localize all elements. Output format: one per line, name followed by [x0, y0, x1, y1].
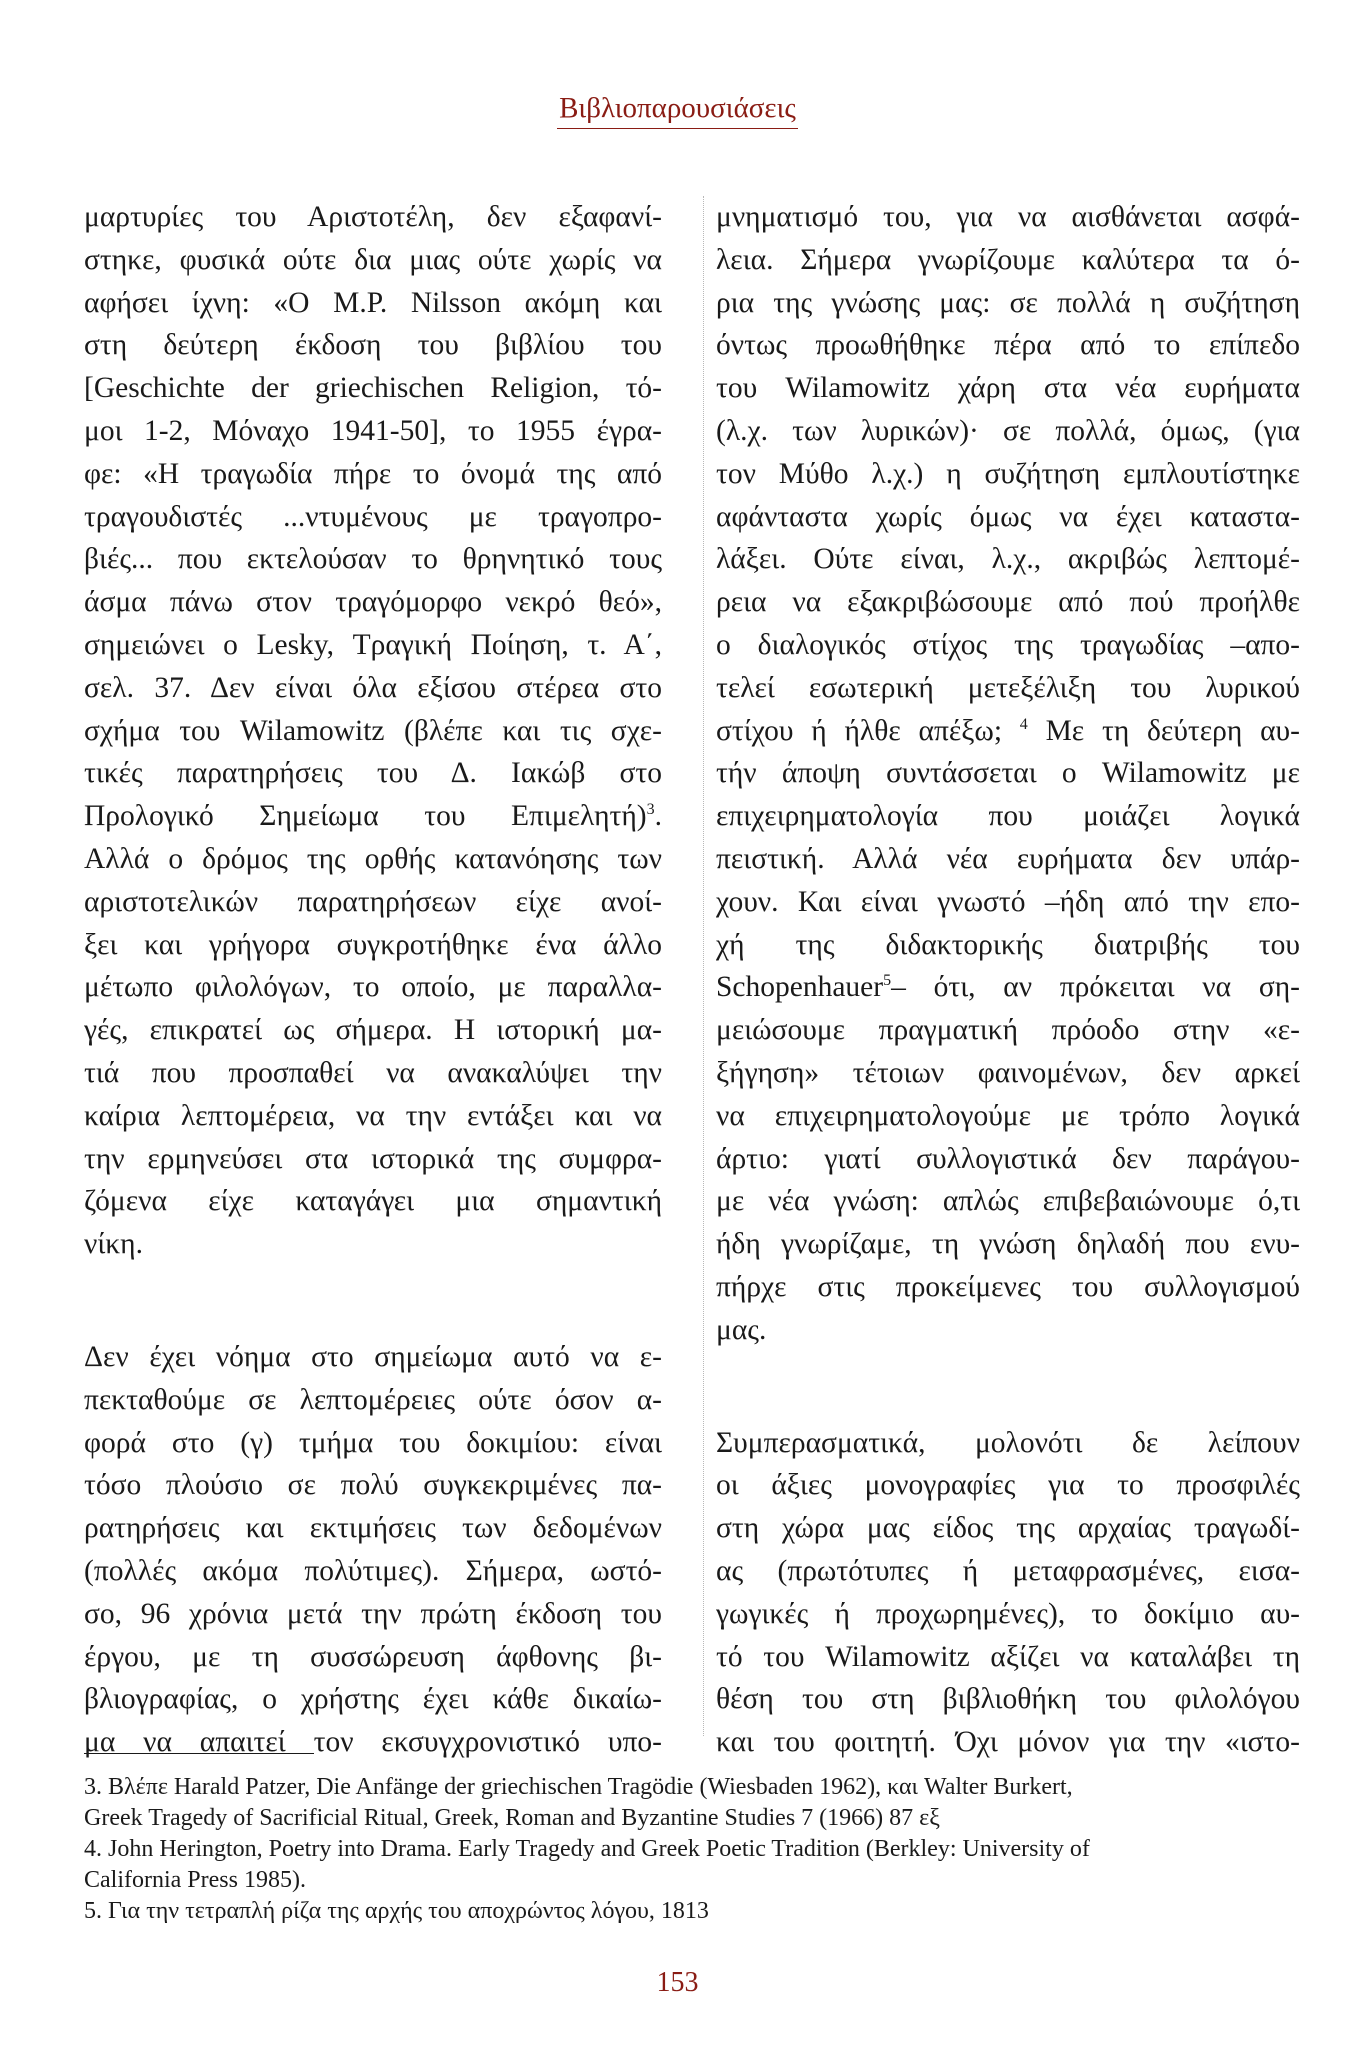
text-line-with-footnote — [716, 710, 1300, 753]
text-line: σημειώνει ο Lesky, Τραγική Ποίηση, τ. Α΄, — [84, 628, 662, 661]
footnote-ref-4[interactable]: 4 — [1019, 715, 1028, 733]
text-line: επιχειρηματολογία που μοιάζει λογικά — [716, 800, 1300, 833]
text-line: πεκταθούμε σε λεπτομέρειες ούτε όσον α- — [84, 1383, 662, 1416]
text-line: μαρτυρίες του Αριστοτέλη, δεν εξαφανί- — [84, 201, 662, 233]
text-line: με νέα γνώση: απλώς επιβεβαιώνουμε ό,τι — [716, 1185, 1300, 1218]
column-divider — [703, 196, 704, 1736]
text-line: οι άξιες μονογραφίες για το προσφιλές — [716, 1469, 1300, 1502]
footnote-3-continuation: Greek Tragedy of Sacrificial Ritual, Greek, Roman and Byzantine Studies 7 (1966) 87 εξ — [84, 1805, 940, 1831]
text-line: ξήγηση» τέτοιων φαινομένων, δεν αρκεί — [716, 1056, 1300, 1089]
text-line: μέτωπο φιλολόγων, το οποίο, με παραλλα- — [84, 971, 662, 1004]
running-title: Βιβλιοπαρουσιάσεις — [557, 92, 798, 129]
text-line: γές, επικρατεί ως σήμερα. Η ιστορική μα- — [84, 1014, 662, 1047]
footnote-5: 5. Για την τετραπλή ρίζα της αρχής του αποχρώντος λόγου, 1813 — [84, 1898, 709, 1924]
text-line: αριστοτελικών παρατηρήσεων είχε ανοί- — [84, 885, 662, 918]
text-line: ζόμενα είχε καταγάγει μια σημαντική — [84, 1185, 662, 1218]
footnote-4-continuation: California Press 1985). — [84, 1867, 306, 1893]
text-fragment: Με τη δεύτερη αυ- — [1045, 714, 1300, 747]
text-line: νίκη. — [84, 1228, 143, 1261]
paragraph-gap — [716, 1352, 1300, 1422]
text-line: Δεν έχει νόημα στο σημείωμα αυτό να ε- — [84, 1340, 662, 1373]
text-line: στη χώρα μας είδος της αρχαίας τραγωδί- — [716, 1512, 1300, 1545]
text-line: σχήμα του Wilamowitz (βλέπε και τις σχε- — [84, 714, 662, 747]
text-line: σελ. 37. Δεν είναι όλα εξίσου στέρεα στο — [84, 671, 662, 704]
text-line: φορά στο (γ) τμήμα του δοκιμίου: είναι — [84, 1426, 662, 1459]
text-line: στη δεύτερη έκδοση του βιβλίου του — [84, 329, 662, 362]
text-fragment: Προλογικό Σημείωμα του Επιμελητή) — [84, 800, 647, 833]
text-line: άρτιο: γιατί συλλογιστικά δεν παράγου- — [716, 1142, 1300, 1175]
text-line: τόσο πλούσιο σε πολύ συγκεκριμένες πα- — [84, 1469, 662, 1502]
text-line: όντως προωθήθηκε πέρα από το επίπεδο — [716, 329, 1300, 362]
text-line: άσμα πάνω στον τραγόμορφο νεκρό θεό», — [84, 586, 662, 619]
text-line: χουν. Και είναι γνωστό –ήδη από την επο- — [716, 885, 1300, 918]
text-fragment: στίχου ή ήλθε απέξω; — [716, 714, 1003, 747]
text-line: Αλλά ο δρόμος της ορθής κατανόησης των — [84, 842, 662, 875]
text-line: ρατηρήσεις και εκτιμήσεις των δεδομένων — [84, 1512, 662, 1545]
text-line: βιές... που εκτελούσαν το θρηνητικό τους — [84, 543, 662, 576]
text-line: Συμπερασματικά, μολονότι δε λείπουν — [716, 1426, 1300, 1459]
text-line: ρια της γνώσης μας: σε πολλά η συζήτηση — [716, 286, 1300, 319]
right-column — [716, 196, 1300, 1764]
text-line: πειστική. Αλλά νέα ευρήματα δεν υπάρ- — [716, 842, 1300, 875]
text-line: να επιχειρηματολογούμε με τρόπο λογικά — [716, 1099, 1300, 1132]
text-line: τήν άποψη συντάσσεται ο Wilamowitz με — [716, 757, 1300, 790]
text-line-with-footnote — [716, 966, 1300, 1009]
text-line: μας. — [716, 1313, 767, 1346]
text-line: λεια. Σήμερα γνωρίζουμε καλύτερα τα ό- — [716, 243, 1300, 276]
text-line: χή της διδακτορικής διατριβής του — [716, 928, 1300, 961]
text-line: βλιογραφίας, ο χρήστης έχει κάθε δικαίω- — [84, 1683, 662, 1716]
text-line: αφήσει ίχνη: «Ο M.P. Nilsson ακόμη και — [84, 286, 662, 319]
paragraph-gap — [84, 1266, 662, 1336]
text-line: του Wilamowitz χάρη στα νέα ευρήματα — [716, 372, 1300, 405]
footnote-ref-5[interactable]: 5 — [883, 972, 892, 990]
text-line: πήρχε στις προκείμενες του συλλογισμού — [716, 1270, 1300, 1303]
text-line: καίρια λεπτομέρεια, να την εντάξει και να — [84, 1099, 662, 1132]
right-paragraph-2 — [716, 1422, 1300, 1764]
text-line: μειώσουμε πραγματική πρόοδο στην «ε- — [716, 1014, 1300, 1047]
text-line: ξει και γρήγορα συγκροτήθηκε ένα άλλο — [84, 928, 662, 961]
running-header — [0, 92, 1355, 129]
left-paragraph-2 — [84, 1336, 662, 1764]
text-line: τό του Wilamowitz αξίζει να καταλάβει τη — [716, 1640, 1300, 1673]
footnote-ref-3[interactable]: 3 — [646, 801, 655, 819]
text-line: λάξει. Ούτε είναι, λ.χ., ακριβώς λεπτομέ- — [716, 543, 1300, 576]
text-line: ήδη γνωρίζαμε, τη γνώση δηλαδή που ενυ- — [716, 1228, 1300, 1261]
text-fragment: Schopenhauer — [716, 971, 884, 1004]
text-line: ο διαλογικός στίχος της τραγωδίας –απο- — [716, 628, 1300, 661]
text-line: αφάνταστα χωρίς όμως να έχει καταστα- — [716, 500, 1300, 533]
text-line: θέση του στη βιβλιοθήκη του φιλολόγου — [716, 1683, 1300, 1716]
text-line: μνηματισμό του, για να αισθάνεται ασφά- — [716, 201, 1300, 233]
text-line: την ερμηνεύσει στα ιστορικά της συμφρα- — [84, 1142, 662, 1175]
text-line: (πολλές ακόμα πολύτιμες). Σήμερα, ωστό- — [84, 1554, 662, 1587]
footnote-4: 4. John Herington, Poetry into Drama. Early Tragedy and Greek Poetic Tradition (Berkley: University of — [84, 1836, 1090, 1862]
text-line: τιά που προσπαθεί να ανακαλύψει την — [84, 1056, 662, 1089]
footnote-3: 3. Βλέπε Harald Patzer, Die Anfänge der griechischen Tragödie (Wiesbaden 1962), και Walter Burkert, — [84, 1774, 1073, 1800]
footnote-separator — [84, 1753, 314, 1754]
text-line: έργου, με τη συσσώρευση άφθονης βι- — [84, 1640, 662, 1673]
left-paragraph-1 — [84, 196, 662, 1266]
footnotes — [84, 1772, 1274, 1927]
right-paragraph-1 — [716, 196, 1300, 1352]
text-line: τικές παρατηρήσεις του Δ. Ιακώβ στο — [84, 757, 662, 790]
text-line: μα να απαιτεί τον εκσυγχρονιστικό υπο- — [84, 1726, 662, 1759]
text-line: και του φοιτητή. Όχι μόνον για την «ιστο- — [716, 1726, 1300, 1759]
text-line: τραγουδιστές ...ντυμένους με τραγοπρο- — [84, 500, 662, 533]
text-line: ας (πρωτότυπες ή μεταφρασμένες, εισα- — [716, 1554, 1300, 1587]
text-line: [Geschichte der griechischen Religion, τό- — [84, 372, 662, 405]
text-line: ρεια να εξακριβώσουμε από πού προήλθε — [716, 586, 1300, 619]
text-line: τελεί εσωτερική μετεξέλιξη του λυρικού — [716, 671, 1300, 704]
text-line: (λ.χ. των λυρικών)· σε πολλά, όμως, (για — [716, 414, 1300, 447]
text-line: σο, 96 χρόνια μετά την πρώτη έκδοση του — [84, 1597, 662, 1630]
text-line: τον Μύθο λ.χ.) η συζήτηση εμπλουτίστηκε — [716, 457, 1300, 490]
text-fragment: – ότι, αν πρόκειται να ση- — [891, 971, 1300, 1004]
text-line: στηκε, φυσικά ούτε δια μιας ούτε χωρίς να — [84, 243, 662, 276]
left-column — [84, 196, 662, 1764]
text-line: μοι 1-2, Μόναχο 1941-50], το 1955 έγρα- — [84, 414, 662, 447]
page-number: 153 — [656, 1967, 699, 1998]
text-line-with-footnote: Προλογικό Σημείωμα του Επιμελητή)$^3$. — [84, 800, 662, 833]
text-line: γωγικές ή προχωρημένες), το δοκίμιο αυ- — [716, 1597, 1300, 1630]
text-line: φε: «Η τραγωδία πήρε το όνομά της από — [84, 457, 662, 490]
